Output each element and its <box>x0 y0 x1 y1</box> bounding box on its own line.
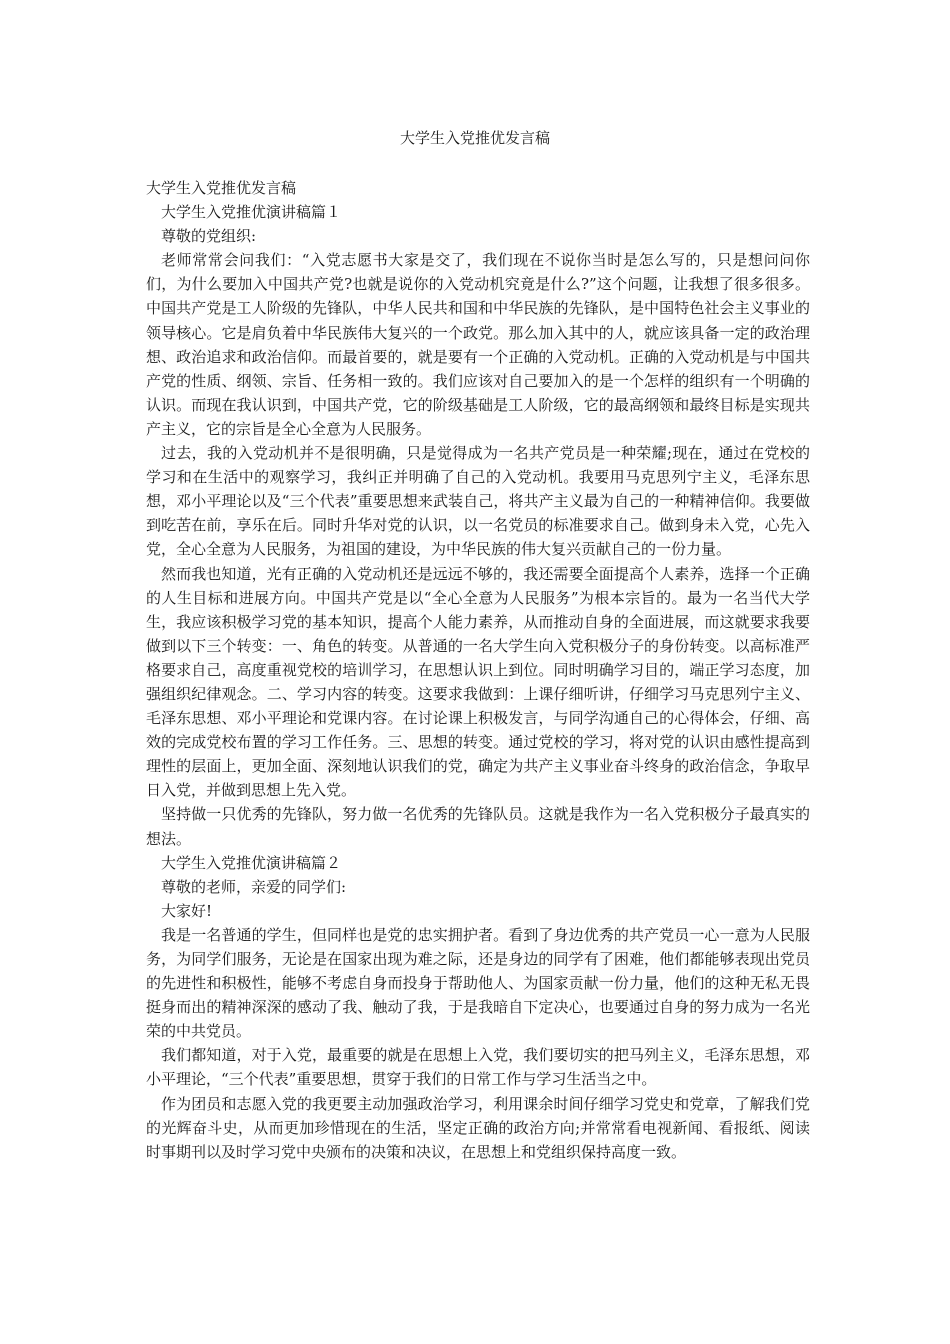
paragraph-body: 作为团员和志愿入党的我更要主动加强政治学习，利用课余时间仔细学习党史和党章，了解我们党的光辉奋斗史，从而更加珍惜现在的生活，坚定正确的政治方向;并常常看电视新闻、看报纸、阅读时事期刊以及时学习党中央颁布的决策和决议，在思想上和党组织保持高度一致。 <box>146 1094 810 1161</box>
paragraph-body: 我们都知道，对于入党，最重要的就是在思想上入党，我们要切实的把马列主义，毛泽东思想，邓小平理论，“三个代表”重要思想，贯穿于我们的日常工作与学习生活当之中。 <box>146 1046 810 1089</box>
paragraph-body: 坚持做一只优秀的先锋队，努力做一名优秀的先锋队员。这就是我作为一名入党积极分子最真实的想法。 <box>146 805 810 848</box>
paragraph-greeting: 大家好! <box>161 901 213 920</box>
paragraph-salutation-1: 尊敬的党组织: <box>161 227 257 246</box>
paragraph-body: 过去，我的入党动机并不是很明确，只是觉得成为一名共产党员是一种荣耀;现在，通过在党校的学习和在生活中的观察学习，我纠正并明确了自己的入党动机。我要用马克思列宁主义，毛泽东思想，邓小平理论以及“三个代表”重要思想来武装自己，将共产主义最为自己的一种精神信仰。我要做到吃苦在前，享乐在后。同时升华对党的认识，以一名党员的标准要求自己。做到身未入党，心先入党，全心全意为人民服务，为祖国的建设，为中华民族的伟大复兴贡献自己的一份力量。 <box>146 444 810 559</box>
paragraph-section-2-title: 大学生入党推优演讲稿篇２ <box>161 853 342 872</box>
paragraph-section-1-title: 大学生入党推优演讲稿篇１ <box>161 203 342 222</box>
paragraph-body: 我是一名普通的学生，但同样也是党的忠实拥护者。看到了身边优秀的共产党员一心一意为人民服务，为同学们服务，无论是在国家出现为难之际，还是身边的同学有了困难，他们都能够表现出党员的先进性和积极性，能够不考虑自身而投身于帮助他人、为国家贡献一份力量，他们的这种无私无畏挺身而出的精神深深的感动了我、触动了我，于是我暗自下定决心，也要通过自身的努力成为一名光荣的中共党员。 <box>146 925 810 1041</box>
document-body <box>146 176 810 1164</box>
paragraph-salutation-2: 尊敬的老师，亲爱的同学们: <box>161 877 347 896</box>
page-title: 大学生入党推优发言稿 <box>399 129 550 147</box>
paragraph-body: 老师常常会问我们：“入党志愿书大家是交了，我们现在不说你当时是怎么写的，只是想问问你们，为什么要加入中国共产党?也就是说你的入党动机究竟是什么?”这个问题，让我想了很多很多。中国共产党是工人阶级的先锋队，中华人民共和国和中华民族的先锋队，是中国特色社会主义事业的领导核心。它是肩负着中华民族伟大复兴的一个政党。那么加入其中的人，就应该具备一定的政治理想、政治追求和政治信仰。而最首要的，就是要有一个正确的入党动机。正确的入党动机是与中国共产党的性质、纲领、宗旨、任务相一致的。我们应该对自己要加入的是一个怎样的组织有一个明确的认识。而现在我认识到，中国共产党，它的阶级基础是工人阶级，它的最高纲领和最终目标是实现共产主义，它的宗旨是全心全意为人民服务。 <box>146 251 810 438</box>
paragraph-heading: 大学生入党推优发言稿 <box>146 179 297 197</box>
paragraph-body: 然而我也知道，光有正确的入党动机还是远远不够的，我还需要全面提高个人素养，选择一个正确的人生目标和进展方向。中国共产党是以“全心全意为人民服务”为根本宗旨的。最为一名当代大学生，我应该积极学习党的基本知识，提高个人能力素养，从而推动自身的全面进展，而这就要求我要做到以下三个转变：一、角色的转变。从普通的一名大学生向入党积极分子的身份转变。以高标准严格要求自己，高度重视党校的培训学习，在思想认识上到位。同时明确学习目的，端正学习态度，加强组织纪律观念。二、学习内容的转变。这要求我做到：上课仔细听讲，仔细学习马克思列宁主义、毛泽东思想、邓小平理论和党课内容。在讨论课上积极发言，与同学沟通自己的心得体会，仔细、高效的完成党校布置的学习工作任务。三、思想的转变。通过党校的学习，将对党的认识由感性提高到理性的层面上，更加全面、深刻地认识我们的党，确定为共产主义事业奋斗终身的政治信念，争取早日入党，并做到思想上先入党。 <box>146 564 810 800</box>
